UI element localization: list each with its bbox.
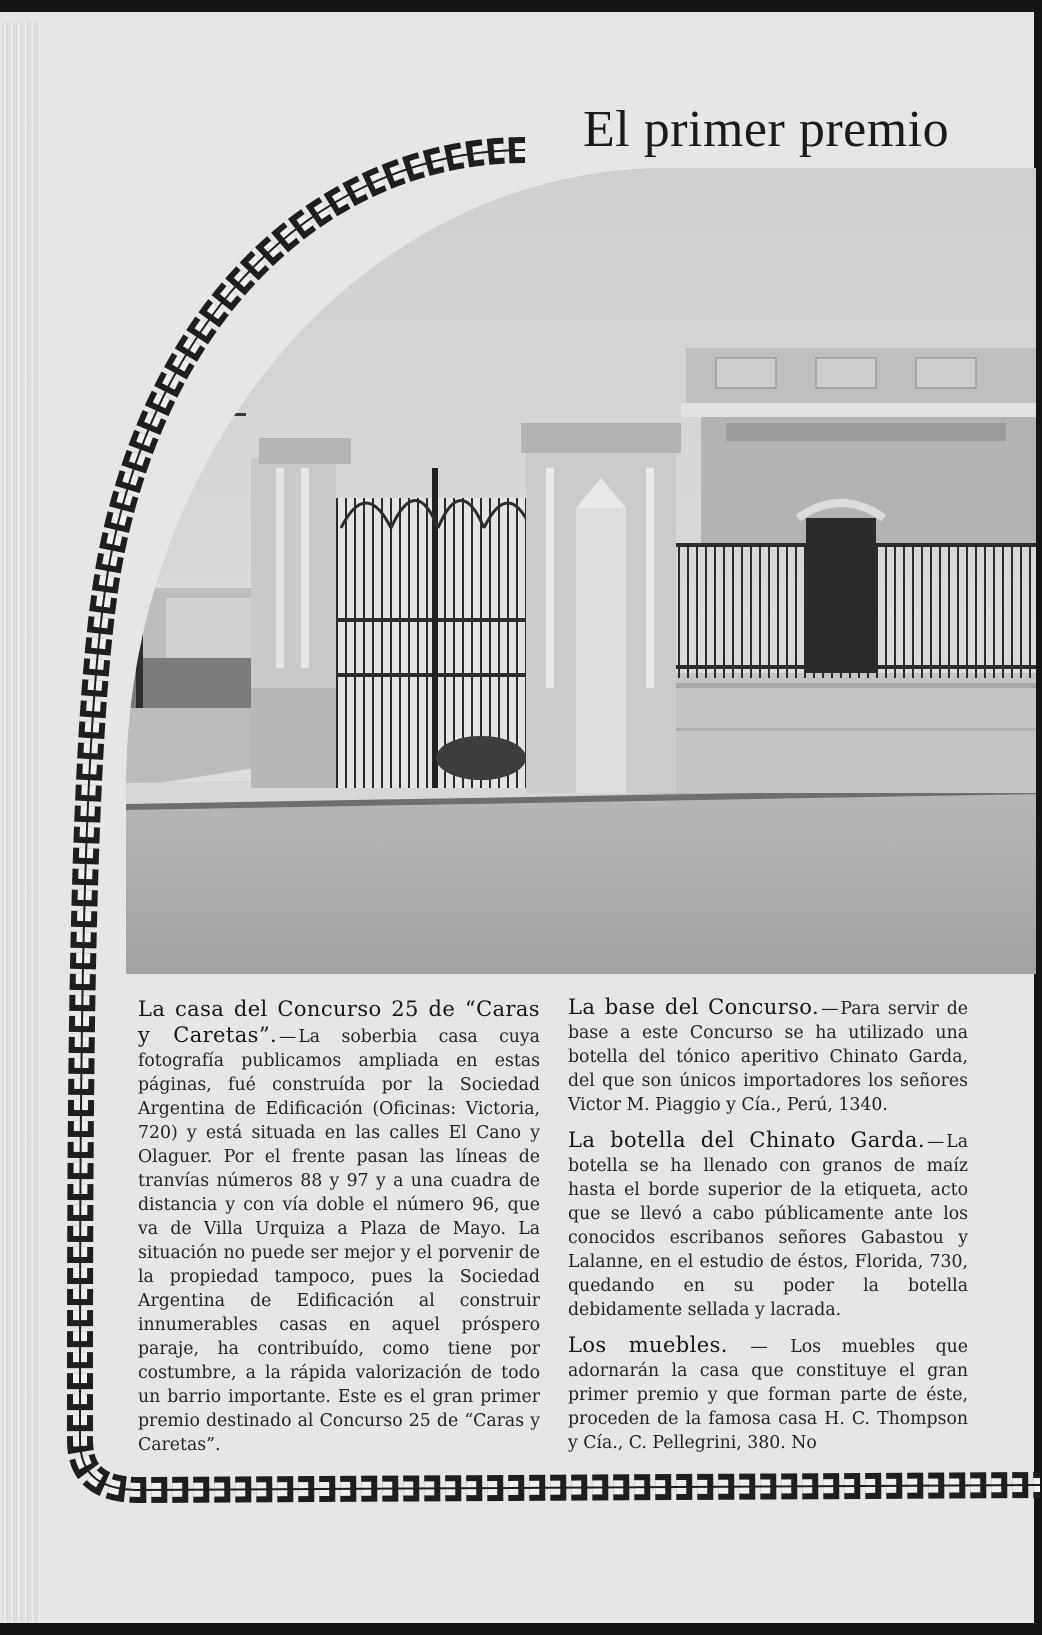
- section-heading: La base del Concurso.: [568, 995, 820, 1019]
- paragraph-body: La soberbia casa cuya fotografía publicamos ampliada en estas páginas, fué construída por la Sociedad Argentina de Edificación (Oficinas: Victoria, 720) y está situada en las calles El Cano y Olaguer. Por el frente pasan las líneas de tranvías números 88 y 97 y a una cuadra de distancia y con vía doble el número 96, que va de Villa Urquiza a Plaza de Mayo. La situación no puede ser mejor y el porvenir de la propiedad tampoco, pues la Sociedad Argentina de Edificación al construir innumerables casas en aquel próspero paraje, ha contribuído, como tiene por costumbre, a la rápida valorización de todo un barrio importante. Este es el gran primer premio destinado al Concurso 25 de “Caras y Caretas”.: [138, 1027, 540, 1455]
- em-dash: —: [729, 1337, 789, 1357]
- em-dash: —: [821, 999, 839, 1019]
- article-paragraph: [568, 1128, 968, 1322]
- section-heading: La botella del Chinato Garda.: [568, 1128, 925, 1152]
- page-title: El primer premio: [583, 101, 950, 158]
- em-dash: —: [279, 1027, 297, 1047]
- paragraph-body: Para servir de base a este Concurso se ha utilizado una botella del tónico aperitivo Chinato Garda, del que son únicos importadores los señores Victor M. Piaggio y Cía., Perú, 1340.: [568, 999, 968, 1115]
- section-heading: Los muebles.: [568, 1333, 728, 1357]
- section-heading: La casa del Concurso 25 de “Caras y Caretas”.: [138, 997, 540, 1047]
- article-paragraph: [138, 997, 540, 1457]
- article-paragraph: [568, 995, 968, 1117]
- paragraph-body: Los muebles que adornarán la casa que constituye el gran primer premio y que forman parte de éste, proceden de la famosa casa H. C. Thompson y Cía., C. Pellegrini, 380. No: [568, 1337, 968, 1453]
- article-column-right: [568, 995, 968, 1466]
- page-stack-edges: [2, 22, 40, 1622]
- article-paragraph: [568, 1333, 968, 1455]
- em-dash: —: [926, 1132, 945, 1152]
- paragraph-body: La botella se ha llenado con granos de maíz hasta el borde superior de la etiqueta, acto que se llevó a cabo públicamente ante los conocidos escribanos señores Gabastou y Lalanne, en el estudio de éstos, Florida, 730, quedando en su poder la botella debidamente sellada y lacrada.: [568, 1132, 968, 1320]
- article-column-left: [138, 997, 540, 1457]
